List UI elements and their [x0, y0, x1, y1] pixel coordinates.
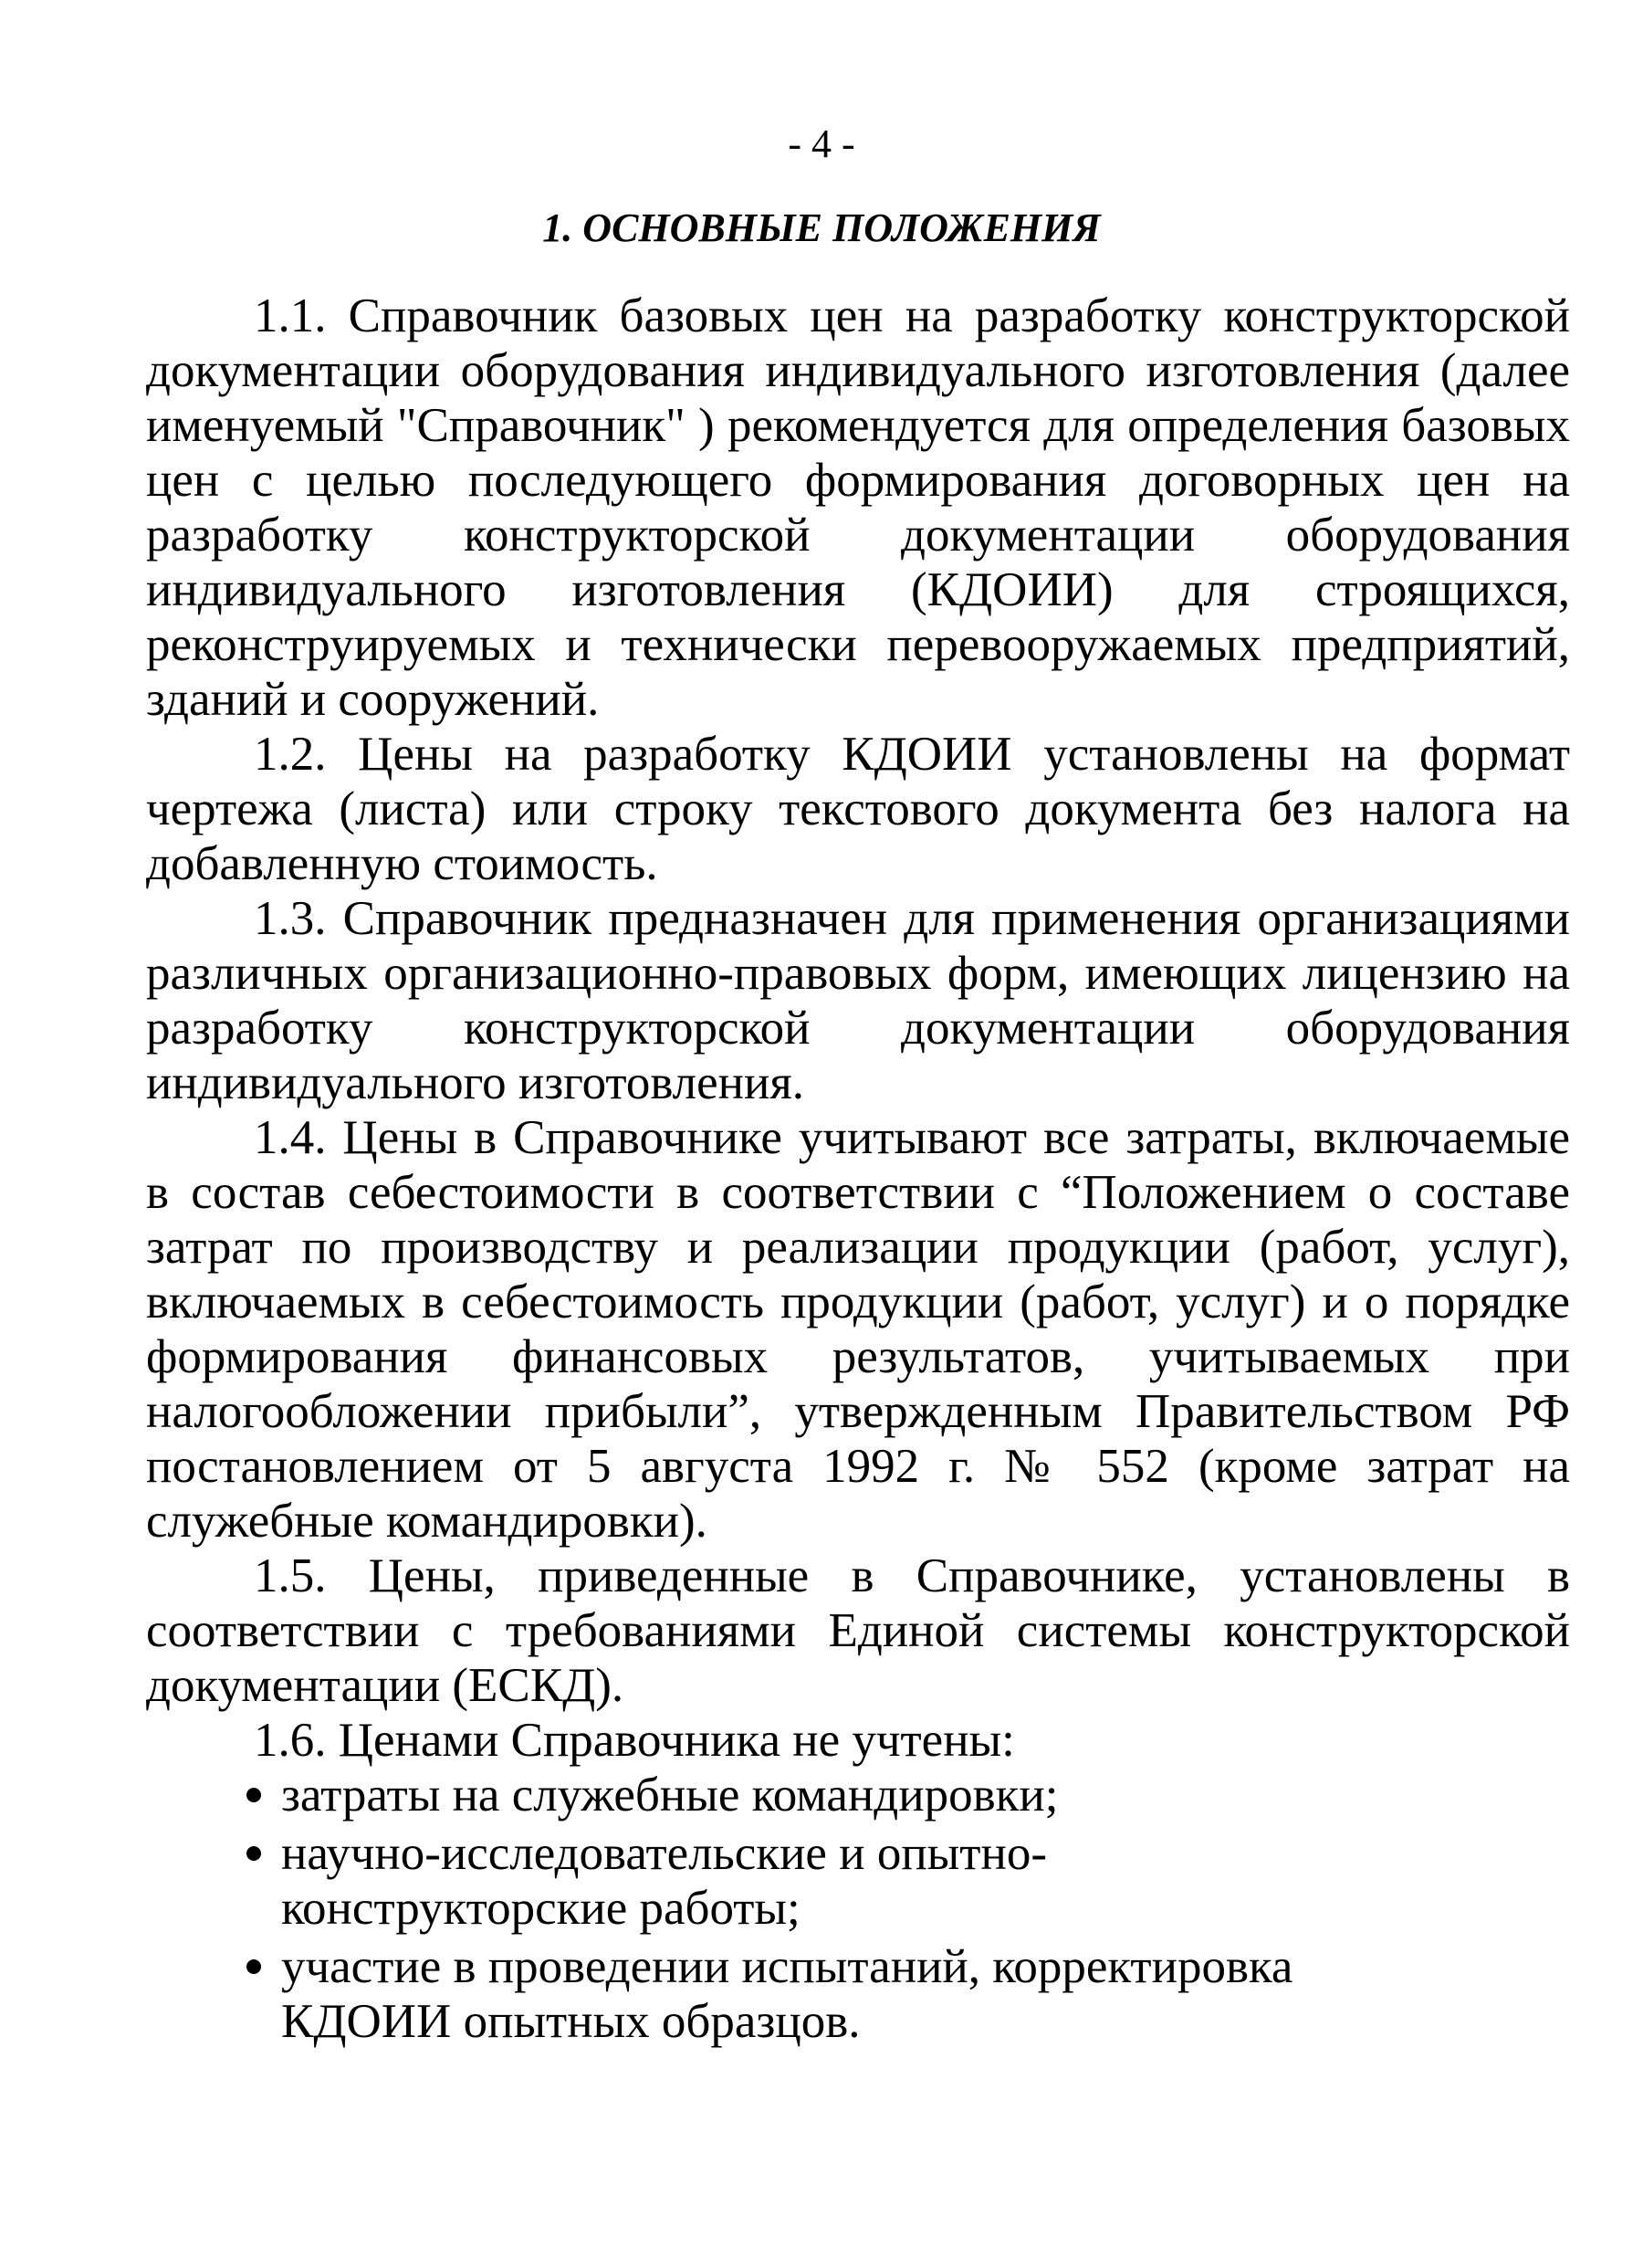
page-number: - 4 -	[788, 121, 855, 166]
paragraph-1-5: 1.5. Цены, приведенные в Справочнике, установлены в соответствии с требованиями Единой системы конструкторской документации (ЕСКД).	[146, 1549, 1570, 1712]
list-item	[146, 1768, 1570, 1822]
list-item	[146, 1826, 1570, 1936]
paragraph-1-6-intro: 1.6. Ценами Справочника не учтены:	[254, 1714, 1015, 1767]
list-item-text: научно-исследовательские и опытно-конструкторские работы;	[281, 1827, 1047, 1935]
bullet-icon	[246, 1959, 261, 1974]
exclusions-list	[146, 1768, 1570, 2049]
list-item-text: участие в проведении испытаний, корректировка КДОИИ опытных образцов.	[281, 1940, 1293, 2048]
document-body	[146, 289, 1570, 2049]
list-item	[146, 1939, 1570, 2049]
bullet-icon	[246, 1788, 261, 1802]
section-title: 1. ОСНОВНЫЕ ПОЛОЖЕНИЯ	[542, 205, 1101, 250]
paragraph-1-2: 1.2. Цены на разработку КДОИИ установлены на формат чертежа (листа) или строку текстового документа без налога на добавленную стоимость.	[146, 728, 1570, 890]
list-item-text: затраты на служебные командировки;	[281, 1769, 1059, 1822]
paragraph-1-3: 1.3. Справочник предназначен для применения организациями различных организационно-правовых форм, имеющих лицензию на разработку конструкторской документации оборудования индивидуального изготовления.	[146, 892, 1570, 1109]
paragraph-1-1: 1.1. Справочник базовых цен на разработку конструкторской документации оборудования индивидуального изготовления (далее именуемый "Справочник" ) рекомендуется для определения базовых цен с целью последующего формирования договорных цен на разработку конструкторской документации оборудования индивидуального изготовления (КДОИИ) для строящихся, реконструируемых и технически перевооружаемых предприятий, зданий и сооружений.	[146, 289, 1570, 726]
bullet-icon	[246, 1846, 261, 1861]
paragraph-1-4: 1.4. Цены в Справочнике учитывают все затраты, включаемые в состав себестоимости в соответствии с “Положением о составе затрат по производству и реализации продукции (работ, услуг), включаемых в себестоимость продукции (работ, услуг) и о порядке формирования финансовых результатов, учитываемых при налогообложении прибыли”, утвержденным Правительством РФ постановлением от 5 августа 1992 г. № 552 (кроме затрат на служебные командировки).	[146, 1111, 1570, 1548]
